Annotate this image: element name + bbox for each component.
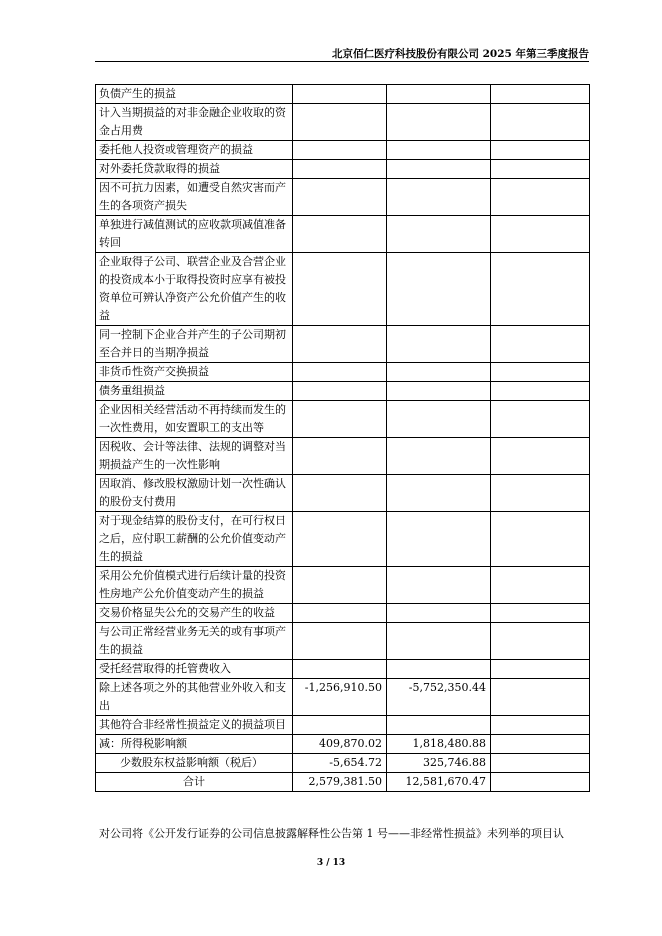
row-value-cell xyxy=(293,253,387,326)
table-row xyxy=(96,160,590,179)
row-value-cell xyxy=(293,85,387,104)
row-item-label: 因取消、修改股权激励计划一次性确认的股份支付费用 xyxy=(96,475,293,512)
report-header-title: 北京佰仁医疗科技股份有限公司 2025 年第三季度报告 xyxy=(331,48,589,60)
row-value-cell xyxy=(387,567,491,604)
row-value-cell: 325,746.88 xyxy=(387,754,491,773)
row-value-cell xyxy=(491,735,590,754)
row-item-label: 合计 xyxy=(96,773,293,792)
row-item-label: 交易价格显失公允的交易产生的收益 xyxy=(96,604,293,623)
row-value-cell xyxy=(491,104,590,141)
row-value-cell xyxy=(293,141,387,160)
table-row xyxy=(96,735,590,754)
row-value-cell xyxy=(491,141,590,160)
row-item-label: 受托经营取得的托管费收入 xyxy=(96,660,293,679)
row-value-cell xyxy=(387,326,491,363)
row-value-cell xyxy=(491,382,590,401)
table-row xyxy=(96,141,590,160)
row-value-cell xyxy=(491,326,590,363)
table-row xyxy=(96,773,590,792)
row-value-cell xyxy=(491,604,590,623)
table-row xyxy=(96,438,590,475)
row-value-cell xyxy=(387,253,491,326)
row-value-cell xyxy=(293,179,387,216)
table-row xyxy=(96,363,590,382)
row-item-label: 企业取得子公司、联营企业及合营企业的投资成本小于取得投资时应享有被投资单位可辨认净资产公允价值产生的收益 xyxy=(96,253,293,326)
row-value-cell: -5,654.72 xyxy=(293,754,387,773)
row-value-cell: 1,818,480.88 xyxy=(387,735,491,754)
table-row xyxy=(96,326,590,363)
table-row xyxy=(96,604,590,623)
row-value-cell xyxy=(491,754,590,773)
row-value-cell xyxy=(387,438,491,475)
row-value-cell: -5,752,350.44 xyxy=(387,679,491,716)
row-value-cell xyxy=(293,604,387,623)
row-item-label: 计入当期损益的对非金融企业收取的资金占用费 xyxy=(96,104,293,141)
row-value-cell xyxy=(293,382,387,401)
table-row xyxy=(96,104,590,141)
row-value-cell: -1,256,910.50 xyxy=(293,679,387,716)
row-item-label: 除上述各项之外的其他营业外收入和支出 xyxy=(96,679,293,716)
row-value-cell xyxy=(387,85,491,104)
row-item-label: 与公司正常经营业务无关的或有事项产生的损益 xyxy=(96,623,293,660)
row-value-cell xyxy=(491,438,590,475)
table-row xyxy=(96,401,590,438)
table-row xyxy=(96,216,590,253)
row-value-cell xyxy=(293,104,387,141)
row-value-cell xyxy=(491,253,590,326)
row-value-cell xyxy=(491,179,590,216)
row-item-label: 非货币性资产交换损益 xyxy=(96,363,293,382)
row-value-cell xyxy=(293,660,387,679)
table-row xyxy=(96,623,590,660)
row-value-cell xyxy=(293,438,387,475)
row-item-label: 减：所得税影响额 xyxy=(96,735,293,754)
row-item-label: 同一控制下企业合并产生的子公司期初至合并日的当期净损益 xyxy=(96,326,293,363)
row-value-cell xyxy=(491,660,590,679)
row-value-cell xyxy=(387,604,491,623)
table-row xyxy=(96,85,590,104)
row-item-label: 因税收、会计等法律、法规的调整对当期损益产生的一次性影响 xyxy=(96,438,293,475)
table-row xyxy=(96,179,590,216)
row-value-cell xyxy=(293,623,387,660)
row-value-cell xyxy=(387,382,491,401)
table-row xyxy=(96,512,590,567)
table-row xyxy=(96,754,590,773)
row-value-cell xyxy=(387,401,491,438)
row-item-label: 单独进行减值测试的应收款项减值准备转回 xyxy=(96,216,293,253)
row-item-label: 负债产生的损益 xyxy=(96,85,293,104)
row-value-cell xyxy=(387,141,491,160)
row-item-label: 债务重组损益 xyxy=(96,382,293,401)
page-number: 3 / 13 xyxy=(316,858,346,868)
row-value-cell xyxy=(293,216,387,253)
table-row xyxy=(96,679,590,716)
row-value-cell xyxy=(387,363,491,382)
row-value-cell xyxy=(293,716,387,735)
row-item-label: 企业因相关经营活动不再持续而发生的一次性费用，如安置职工的支出等 xyxy=(96,401,293,438)
row-value-cell xyxy=(491,773,590,792)
row-value-cell xyxy=(387,475,491,512)
row-item-label: 委托他人投资或管理资产的损益 xyxy=(96,141,293,160)
row-value-cell xyxy=(387,512,491,567)
row-value-cell xyxy=(491,401,590,438)
row-value-cell xyxy=(293,475,387,512)
row-value-cell xyxy=(293,401,387,438)
row-value-cell xyxy=(491,716,590,735)
row-item-label: 少数股东权益影响额（税后） xyxy=(96,754,293,773)
row-value-cell xyxy=(491,512,590,567)
row-value-cell: 12,581,670.47 xyxy=(387,773,491,792)
row-value-cell: 2,579,381.50 xyxy=(293,773,387,792)
table-row xyxy=(96,567,590,604)
table-row xyxy=(96,475,590,512)
row-value-cell xyxy=(491,679,590,716)
row-value-cell xyxy=(491,567,590,604)
table-row xyxy=(96,660,590,679)
row-value-cell xyxy=(387,104,491,141)
row-value-cell xyxy=(293,326,387,363)
row-item-label: 其他符合非经常性损益定义的损益项目 xyxy=(96,716,293,735)
header-divider xyxy=(95,61,589,62)
row-value-cell xyxy=(387,216,491,253)
row-value-cell xyxy=(491,160,590,179)
table-row xyxy=(96,253,590,326)
table-row xyxy=(96,382,590,401)
row-item-label: 对外委托贷款取得的损益 xyxy=(96,160,293,179)
row-value-cell xyxy=(387,623,491,660)
row-value-cell xyxy=(293,567,387,604)
row-value-cell xyxy=(387,179,491,216)
row-value-cell xyxy=(491,216,590,253)
row-value-cell xyxy=(491,475,590,512)
row-item-label: 对于现金结算的股份支付，在可行权日之后，应付职工薪酬的公允价值变动产生的损益 xyxy=(96,512,293,567)
row-value-cell xyxy=(491,363,590,382)
row-value-cell xyxy=(293,160,387,179)
non-recurring-gains-table xyxy=(95,84,590,792)
row-value-cell xyxy=(387,160,491,179)
row-value-cell xyxy=(491,623,590,660)
row-item-label: 采用公允价值模式进行后续计量的投资性房地产公允价值变动产生的损益 xyxy=(96,567,293,604)
footnote-text: 对公司将《公开发行证券的公司信息披露解释性公告第 1 号——非经常性损益》未列举的项目认 xyxy=(99,827,564,840)
row-value-cell xyxy=(491,85,590,104)
row-value-cell xyxy=(293,363,387,382)
table-row xyxy=(96,716,590,735)
row-item-label: 因不可抗力因素，如遭受自然灾害而产生的各项资产损失 xyxy=(96,179,293,216)
row-value-cell xyxy=(387,660,491,679)
row-value-cell xyxy=(293,512,387,567)
row-value-cell: 409,870.02 xyxy=(293,735,387,754)
row-value-cell xyxy=(387,716,491,735)
